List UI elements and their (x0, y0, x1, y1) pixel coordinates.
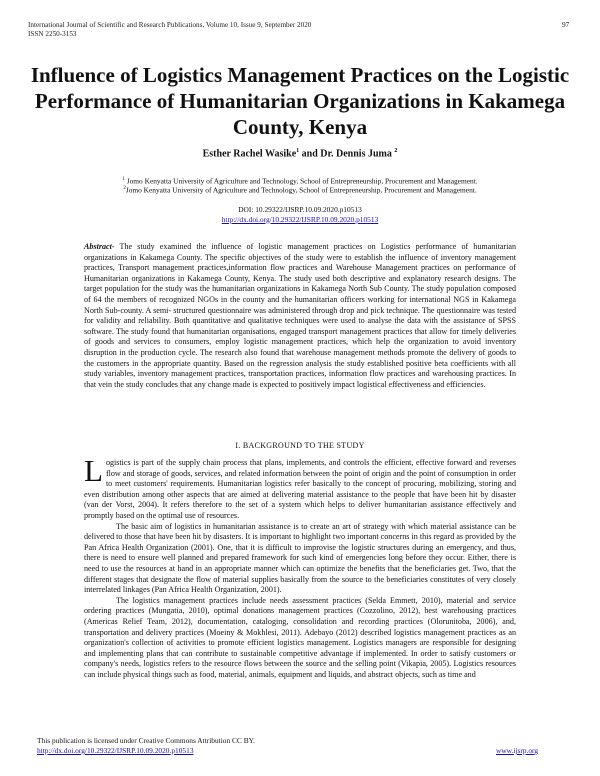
abstract (84, 242, 516, 390)
issn: ISSN 2250-3153 (28, 30, 77, 38)
affiliation-2-sup: 2 (123, 186, 126, 191)
author-1: Esther Rachel Wasike (202, 148, 297, 160)
paragraph-3: The logistics management practices include needs assessment practices (Selda Emmett, 2010), material and service ordering practices (Mungatia, 2010), optimal donations management practices (Cozzolino, 2012), best warehousing practices (Americas Relief Team, 2012), documentation, cataloging, consolidation and recording practices (Olorunitoba, 2006), and, transportation and delivery practices (Moeiny & Mokhlesi, 2011). Adebayo (2012) described logistics management practices as an organization's collection of activities to promote efficient logistics management. Logistics managers are responsible for designing and implementing plans that can contribute to sustainable competitive advantage if implemented. In order to satisfy customers or company's needs, logistics refers to the resource flows between the source and the selling point (Vikapia, 2005). Logistics resources can include physical things such as food, material, animals, equipment and liquids, and abstract objects, such as time and (84, 595, 516, 679)
page-number: 97 (562, 21, 570, 29)
doi-text: DOI: 10.29322/IJSRP.10.09.2020.p10513 (238, 205, 362, 214)
section-heading: I. BACKGROUND TO THE STUDY (235, 441, 365, 450)
license-note: This publication is licensed under Creative Commons Attribution CC BY. (37, 736, 255, 745)
author-1-sup: 1 (296, 148, 300, 154)
paragraph-1 (84, 453, 516, 522)
abstract-text: The study examined the influence of logistic management practices on Logistics performance of humanitarian organizations in Kakamega County. The specific objectives of the study were to establish the influence of inventory management practices, Transport management practices,information flow practices and Warehouse Management practices on performance of Humanitarian organizations in Kakamega County, Kenya. The study used both descriptive and explanatory research designs. The target population for the study was the humanitarian organizations in Kakamega North Sub County. The study population composed of 64 the members of recognized NGOs in the county and the humanitarian officers working for international NGS in Kakamega North Sub-county. A semi- structured questionnaire was administered through drop and pick technique. The questionnaire was tested for validity and reliability. Both quantitative and qualitative techniques were used to analyse the data with the assistance of SPSS software. The study found that humanitarian organisations, engaged transport management practices that allow for timely deliveries of goods and services to consumers, employ logistic management practices, which help the organization to avoid inventory disruption in the production cycle. The research also found that warehouse management methods promote the delivery of goods to the customers in the appropriate quantity. Based on the regression analysis the study established positive beta coefficients with all study variables, inventory management practices, transportation practices, information flow practices and warehousing practices. In that vein the study concludes that any change made is expected to positively impact logistical effectiveness and efficiencies. (84, 242, 516, 389)
doi-block (28, 205, 572, 224)
authors (28, 148, 572, 159)
affiliation-2 (28, 184, 572, 194)
paper-title: Influence of Logistics Management Practices on the Logistic Performance of Humanitarian Organizations in Kakamega County, Kenya (30, 63, 570, 139)
author-2-sup: 2 (394, 148, 398, 154)
affiliation-1-text: Jomo Kenyatta University of Agriculture and Technology, School of Entrepreneurship, Procurement and Management. (124, 176, 478, 186)
abstract-label: Abstract- (84, 242, 115, 251)
drop-cap: L (84, 453, 103, 488)
affiliation-2-text: Jomo Kenyatta University of Agriculture and Technology, School of Entrepreneurship, Procurement and Management. (125, 185, 477, 195)
journal-header: International Journal of Scientific and Research Publications, Volume 10, Issue 9, September 2020 (28, 21, 312, 29)
paragraph-2: The basic aim of logistics in humanitarian assistance is to create an art of strategy with which material assistance can be delivered to those that have been hit by disasters. It is important to highlight two important concerns in this regard as provided by the Pan Africa Health Organization (2001). One, that it is difficult to improvise the logistic structures during an emergency, and thus, there is need to ensure well planned and prepared framework for such kind of emergencies long before they occur. Either, there is need to use the resources at hand in an appropriate manner which can optimize the benefits that the beneficiaries get. Two, that the different stages that designate the flow of material supplies basically from the source to the beneficiaries constitutes of very closely interrelated linkages (Pan Africa Health Organization, 2001). (84, 521, 516, 595)
author-connector: and (299, 148, 321, 160)
footer-doi-link[interactable]: http://dx.doi.org/10.29322/IJSRP.10.09.2020.p10513 (37, 746, 194, 755)
doi-link[interactable]: http://dx.doi.org/10.29322/IJSRP.10.09.2020.p10513 (221, 214, 379, 224)
body-text (84, 453, 516, 680)
author-2: Dr. Dennis Juma (320, 148, 392, 160)
affiliation-1-sup: 1 (122, 177, 125, 182)
site-link[interactable]: www.ijsrp.org (496, 746, 539, 755)
paragraph-1-text: ogistics is part of the supply chain process that plans, implements, and controls the efficient, effective forward and reverses flow and storage of goods, services, and related information between the point of origin and the point of consumption in order to meet customers' requirements. Humanitarian logistics refer basically to the concept of procuring, mobilizing, storing and even distribution among other aspects that are aimed at delivering material assistance to the people that have been hit by disaster (van der Vorst, 2004). It refers therefore to the set of a system which helps to deliver humanitarian assistance effectively and promptly based on the optimal use of resources. (84, 458, 516, 520)
